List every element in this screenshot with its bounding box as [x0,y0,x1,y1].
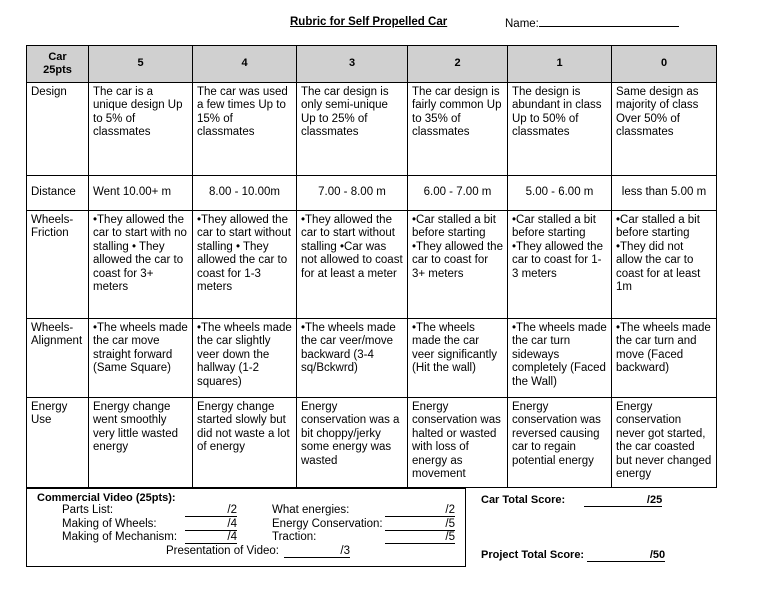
video-item-score[interactable]: /4 [185,531,237,544]
rubric-table [26,45,717,488]
video-item-label: Traction: [272,531,317,543]
video-item-score[interactable]: /4 [185,518,237,531]
criterion-cell: The car design is only semi-unique Up to 25% of classmates [297,83,408,176]
category-label: Wheels- Alignment [27,319,89,398]
video-item-label: Making of Mechanism: [62,531,178,543]
criterion-cell: The car design is fairly common Up to 35% of classmates [408,83,508,176]
criterion-cell: •The wheels made the car turn and move (Faced backward) [612,319,717,398]
row-wheels-friction [27,211,717,319]
criterion-cell: The car was used a few times Up to 15% of classmates [193,83,297,176]
header-score-0: 0 [612,46,717,83]
criterion-cell: •They allowed the car to start without stalling •Car was not allowed to coast for at least a meter [297,211,408,319]
video-item-score[interactable]: /2 [185,504,237,517]
criterion-cell: Energy conservation was a bit choppy/jerky some energy was wasted [297,398,408,488]
criterion-cell: •The wheels made the car veer/move backward (3-4 sq/Bckwrd) [297,319,408,398]
car-total-score [481,494,662,507]
criterion-cell: •The wheels made the car veer significantly (Hit the wall) [408,319,508,398]
criterion-cell: 8.00 - 10.00m [193,176,297,211]
video-item-label: Presentation of Video: [166,545,279,557]
criterion-cell: •They allowed the car to start without stalling • They allowed the car to coast for 1-3 meters [193,211,297,319]
criterion-cell: Went 10.00+ m [89,176,193,211]
header-category: Car 25pts [27,46,89,83]
header-score-1: 1 [508,46,612,83]
criterion-cell: Energy conservation was halted or wasted with loss of energy as movement [408,398,508,488]
criterion-cell: •Car stalled a bit before starting •They allowed the car to coast for 1-3 meters [508,211,612,319]
header-row [27,46,717,83]
video-item-score[interactable]: /2 [385,504,455,517]
criterion-cell: 6.00 - 7.00 m [408,176,508,211]
header-score-5: 5 [89,46,193,83]
criterion-cell: •They allowed the car to start with no stalling • They allowed the car to coast for 3+ meters [89,211,193,319]
header-score-2: 2 [408,46,508,83]
video-item-score[interactable]: /5 [385,531,455,544]
criterion-cell: Same design as majority of class Over 50% of classmates [612,83,717,176]
project-total-score [481,549,665,562]
name-label: Name: [505,18,539,30]
criterion-cell: 7.00 - 8.00 m [297,176,408,211]
video-item-score[interactable]: /5 [385,518,455,531]
header-score-4: 4 [193,46,297,83]
criterion-cell: Energy change went smoothly very little wasted energy [89,398,193,488]
row-distance [27,176,717,211]
project-total-label: Project Total Score: [481,549,585,561]
criterion-cell: less than 5.00 m [612,176,717,211]
criterion-cell: •The wheels made the car slightly veer down the hallway (1-2 squares) [193,319,297,398]
video-title: Commercial Video (25pts): [37,492,176,504]
car-total-blank[interactable]: /25 [584,494,662,507]
name-field [505,16,679,30]
video-item-score[interactable]: /3 [284,545,350,558]
row-design [27,83,717,176]
criterion-cell: •Car stalled a bit before starting •They allowed the car to coast for 3+ meters [408,211,508,319]
header-score-3: 3 [297,46,408,83]
criterion-cell: Energy change started slowly but did not waste a lot of energy [193,398,297,488]
project-total-blank[interactable]: /50 [587,549,665,562]
video-item-label: Energy Conservation: [272,518,383,530]
video-item-label: What energies: [272,504,350,516]
row-energy-use [27,398,717,488]
name-blank-line[interactable] [539,16,679,27]
category-label: Wheels- Friction [27,211,89,319]
criterion-cell: Energy conservation never got started, the car coasted but never changed energy [612,398,717,488]
video-item-label: Parts List: [62,504,114,516]
criterion-cell: •The wheels made the car turn sideways completely (Faced the Wall) [508,319,612,398]
criterion-cell: 5.00 - 6.00 m [508,176,612,211]
category-label: Distance [27,176,89,211]
criterion-cell: The design is abundant in class Up to 50% of classmates [508,83,612,176]
video-item-label: Making of Wheels: [62,518,157,530]
criterion-cell: •Car stalled a bit before starting •They did not allow the car to coast for at least 1m [612,211,717,319]
row-wheels-alignment [27,319,717,398]
category-label: Energy Use [27,398,89,488]
criterion-cell: The car is a unique design Up to 5% of classmates [89,83,193,176]
commercial-video-box [26,488,466,567]
car-total-label: Car Total Score: [481,494,566,506]
category-label: Design [27,83,89,176]
page-title: Rubric for Self Propelled Car [290,16,448,28]
criterion-cell: •The wheels made the car move straight forward (Same Square) [89,319,193,398]
criterion-cell: Energy conservation was reversed causing car to regain potential energy [508,398,612,488]
